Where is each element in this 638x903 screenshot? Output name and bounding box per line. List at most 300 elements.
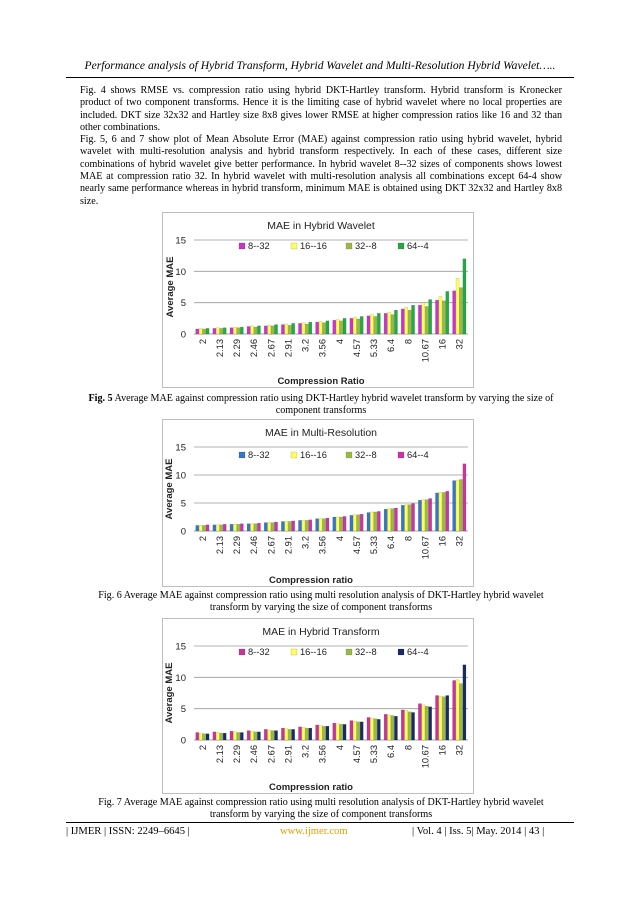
bar-64-4-3-2 [309, 520, 312, 531]
bar-64-4-6-4 [394, 310, 397, 334]
bar-8-32-16 [435, 493, 438, 531]
bar-16-16-2-91 [285, 521, 288, 531]
legend-label: 16--16 [300, 450, 327, 460]
bar-16-16-3-56 [319, 726, 322, 740]
bar-8-32-6-4 [384, 714, 387, 740]
x-tick-label: 2.46 [249, 745, 260, 764]
bar-16-16-4 [336, 320, 339, 334]
x-tick-label: 3.56 [317, 536, 328, 555]
x-tick-label: 4.57 [351, 536, 362, 555]
bar-64-4-3-56 [326, 726, 329, 740]
bar-32-8-10-67 [425, 500, 428, 531]
bar-32-8-6-4 [391, 716, 394, 740]
x-tick-label: 16 [437, 339, 448, 350]
bar-64-4-3-2 [309, 728, 312, 740]
bar-32-8-10-67 [425, 706, 428, 740]
bar-64-4-2-67 [274, 325, 277, 334]
x-tick-label: 2.13 [214, 339, 225, 358]
bar-32-8-32 [459, 684, 462, 740]
bar-64-4-4 [343, 318, 346, 334]
bar-16-16-3-56 [319, 321, 322, 334]
bar-8-32-3-56 [316, 725, 319, 740]
bar-16-16-16 [439, 492, 442, 531]
x-tick-label: 4 [334, 745, 345, 751]
bar-8-32-6-4 [384, 313, 387, 334]
bar-64-4-5-33 [377, 313, 380, 334]
bar-8-32-2-29 [230, 731, 233, 740]
bar-8-32-5-33 [367, 717, 370, 740]
x-tick-label: 2.13 [214, 536, 225, 555]
bar-64-4-4-57 [360, 722, 363, 740]
bar-8-32-2-29 [230, 524, 233, 531]
paragraph-fig4: Fig. 4 shows RMSE vs. compression ratio using hybrid DKT-Hartley transform. Hybrid transform is Kronecker product of two component transforms. Hence it is the limiting case of hybrid wavelet where no local properties are included. DKT size 32x32 and Hartley size 8x8 gives lower RMSE at higher compression ratios like 16 and 32 than other combinations. [80, 85, 562, 133]
bar-16-16-2-13 [216, 732, 219, 740]
x-tick-label: 2.13 [214, 745, 225, 764]
bar-8-32-8 [401, 309, 404, 334]
bar-64-4-2 [206, 525, 209, 531]
bar-64-4-16 [446, 696, 449, 740]
bar-64-4-3-2 [309, 322, 312, 334]
chart-title: MAE in Hybrid Wavelet [267, 220, 375, 232]
y-tick-label: 10 [175, 266, 186, 278]
bar-64-4-6-4 [394, 716, 397, 740]
bar-64-4-5-33 [377, 511, 380, 531]
x-tick-label: 2.91 [283, 745, 294, 764]
bar-32-8-5-33 [374, 316, 377, 334]
legend-label: 32--8 [355, 450, 377, 460]
bar-8-32-3-56 [316, 519, 319, 531]
x-tick-label: 2.67 [266, 536, 277, 555]
bar-16-16-5-33 [370, 512, 373, 531]
bar-16-16-6-4 [388, 715, 391, 740]
x-tick-label: 3.2 [300, 536, 311, 549]
y-axis-label: Average MAE [164, 458, 175, 520]
legend-label: 64--4 [407, 241, 429, 251]
legend-label: 8--32 [248, 450, 270, 460]
bar-32-8-2-67 [271, 523, 274, 531]
bar-64-4-2-13 [223, 524, 226, 531]
bar-32-8-6-4 [391, 315, 394, 334]
bar-16-16-16 [439, 696, 442, 740]
bar-32-8-2-91 [288, 521, 291, 531]
bar-32-8-2 [203, 734, 206, 740]
bar-32-8-2-46 [254, 732, 257, 740]
legend-swatch [346, 243, 352, 249]
running-header: Performance analysis of Hybrid Transform, Hybrid Wavelet and Multi-Resolution Hybrid Wavelet….. [84, 59, 556, 72]
bar-8-32-2 [196, 525, 199, 531]
caption-fig7-text: Fig. 7 Average MAE against compression ratio using multi resolution analysis of DKT-Hartley hybrid wavelet transform by varying the size of component transforms [98, 797, 544, 821]
bar-16-16-4 [336, 724, 339, 740]
bar-16-16-2-29 [233, 327, 236, 334]
caption-fig5 [80, 393, 562, 417]
bar-64-4-2-67 [274, 731, 277, 740]
bar-16-16-2-46 [251, 326, 254, 334]
x-tick-label: 2.29 [232, 339, 243, 358]
bar-64-4-4-57 [360, 514, 363, 531]
bar-8-32-8 [401, 505, 404, 531]
bar-32-8-16 [442, 492, 445, 531]
legend-label: 16--16 [300, 241, 327, 251]
legend-label: 64--4 [407, 450, 429, 460]
caption-fig5-label: Fig. 5 [88, 393, 113, 404]
x-tick-label: 32 [454, 745, 465, 756]
bar-64-4-2-29 [240, 327, 243, 334]
x-tick-label: 10.67 [420, 536, 431, 560]
caption-fig6-text: Fig. 6 Average MAE against compression ratio using multi resolution analysis of DKT-Hartley hybrid wavelet transform by varying the size of component transforms [98, 590, 544, 614]
bar-32-8-8 [408, 712, 411, 740]
bar-64-4-2-13 [223, 328, 226, 334]
bar-16-16-4-57 [353, 515, 356, 531]
bar-8-32-2-46 [247, 731, 250, 740]
x-tick-label: 5.33 [369, 745, 380, 764]
bar-16-16-32 [456, 278, 459, 334]
bar-8-32-32 [453, 291, 456, 334]
caption-fig7 [80, 797, 562, 821]
bar-32-8-2-91 [288, 325, 291, 334]
bar-8-32-6-4 [384, 509, 387, 531]
y-tick-label: 15 [175, 442, 186, 454]
bar-32-8-2-29 [237, 524, 240, 531]
x-tick-label: 8 [403, 536, 414, 542]
legend-label: 16--16 [300, 647, 327, 657]
bar-16-16-2 [199, 328, 202, 334]
legend-label: 32--8 [355, 647, 377, 657]
x-tick-label: 3.2 [300, 745, 311, 758]
legend-swatch [398, 452, 404, 458]
bar-8-32-4-57 [350, 515, 353, 531]
bar-32-8-3-56 [322, 323, 325, 334]
bar-8-32-5-33 [367, 513, 370, 531]
bar-32-8-2-29 [237, 328, 240, 334]
x-tick-label: 5.33 [369, 536, 380, 555]
legend-swatch [239, 452, 245, 458]
bar-8-32-2-67 [264, 523, 267, 531]
bar-16-16-3-56 [319, 519, 322, 531]
x-axis-label: Compression ratio [269, 782, 353, 793]
bar-64-4-2 [206, 328, 209, 334]
bar-16-16-6-4 [388, 509, 391, 531]
x-tick-label: 4 [334, 536, 345, 542]
x-tick-label: 2.67 [266, 745, 277, 764]
bar-64-4-6-4 [394, 508, 397, 531]
bar-8-32-10-67 [418, 305, 421, 334]
caption-fig6 [80, 590, 562, 614]
bar-16-16-2 [199, 525, 202, 531]
legend-label: 8--32 [248, 647, 270, 657]
bar-64-4-8 [411, 504, 414, 531]
bar-8-32-2 [196, 329, 199, 334]
bar-8-32-16 [435, 300, 438, 334]
x-tick-label: 3.56 [317, 339, 328, 358]
bar-64-4-2-46 [257, 732, 260, 740]
bar-16-16-32 [456, 680, 459, 740]
x-tick-label: 16 [437, 536, 448, 547]
bar-64-4-4 [343, 516, 346, 531]
bar-32-8-2-46 [254, 524, 257, 531]
y-axis-label: Average MAE [164, 662, 175, 724]
bar-64-4-2-91 [292, 323, 295, 334]
legend-swatch [398, 243, 404, 249]
x-tick-label: 6.4 [386, 536, 397, 549]
y-tick-label: 5 [180, 498, 186, 510]
bar-16-16-2-29 [233, 524, 236, 531]
bar-32-8-5-33 [374, 512, 377, 531]
x-tick-label: 8 [403, 339, 414, 345]
bar-8-32-2-13 [213, 732, 216, 740]
bar-8-32-3-2 [298, 727, 301, 740]
bar-8-32-4 [333, 320, 336, 334]
bar-32-8-2-67 [271, 326, 274, 334]
bar-64-4-2-67 [274, 522, 277, 531]
x-tick-label: 8 [403, 745, 414, 751]
bar-8-32-2-46 [247, 524, 250, 531]
bar-32-8-4 [340, 321, 343, 334]
bar-8-32-16 [435, 696, 438, 740]
header-rule [66, 77, 574, 78]
x-tick-label: 2.91 [283, 339, 294, 358]
bar-16-16-3-2 [302, 727, 305, 740]
bar-64-4-4-57 [360, 316, 363, 334]
x-axis-label: Compression Ratio [277, 376, 365, 387]
bar-8-32-10-67 [418, 500, 421, 531]
bar-16-16-2-67 [268, 325, 271, 334]
paragraph-fig567: Fig. 5, 6 and 7 show plot of Mean Absolute Error (MAE) against compression ratio using hybrid wavelet, hybrid wavelet with multi-resolution analysis and hybrid transform respectively. In each of these cases, different size combinations of hybrid wavelet give better performance. In hybrid wavelet 8--32 sizes of components shows lowest MAE at compression ratio 32. In hybrid wavelet with multi-resolution analysis all combinations except 64-4 show nearly same performance whereas in hybrid transform, minimum MAE is obtained using DKT 32x32 and Hartley 8x8 size. [80, 134, 562, 207]
bar-64-4-16 [446, 291, 449, 334]
bar-64-4-2-46 [257, 326, 260, 334]
bar-64-4-8 [411, 305, 414, 334]
bar-32-8-32 [459, 288, 462, 334]
bar-32-8-32 [459, 479, 462, 531]
bar-16-16-5-33 [370, 718, 373, 740]
bar-8-32-4 [333, 517, 336, 531]
bar-8-32-2-29 [230, 328, 233, 334]
bar-32-8-4 [340, 517, 343, 531]
x-tick-label: 4.57 [351, 339, 362, 358]
bar-8-32-32 [453, 481, 456, 531]
x-tick-label: 2.67 [266, 339, 277, 358]
legend-label: 32--8 [355, 241, 377, 251]
bar-16-16-3-2 [302, 323, 305, 334]
bar-64-4-2-29 [240, 732, 243, 740]
bar-32-8-8 [408, 310, 411, 334]
bar-64-4-2-91 [292, 521, 295, 531]
footer-rule [66, 822, 574, 823]
bar-32-8-2-67 [271, 731, 274, 740]
bar-64-4-10-67 [429, 300, 432, 334]
bar-32-8-8 [408, 505, 411, 531]
bar-8-32-2-46 [247, 326, 250, 334]
bar-8-32-2-91 [281, 521, 284, 531]
chart-svg [162, 419, 474, 587]
bar-16-16-4 [336, 517, 339, 531]
x-tick-label: 6.4 [386, 339, 397, 352]
bar-16-16-10-67 [422, 705, 425, 740]
bar-8-32-3-2 [298, 323, 301, 334]
bar-16-16-8 [405, 307, 408, 334]
y-tick-label: 0 [180, 526, 186, 538]
legend-swatch [346, 452, 352, 458]
bar-16-16-16 [439, 296, 442, 334]
x-tick-label: 5.33 [369, 339, 380, 358]
bar-8-32-3-2 [298, 520, 301, 531]
x-tick-label: 4.57 [351, 745, 362, 764]
bar-16-16-2-13 [216, 525, 219, 531]
chart-hybrid-wavelet [162, 212, 474, 388]
bar-64-4-16 [446, 491, 449, 531]
bar-8-32-4-57 [350, 318, 353, 334]
bar-32-8-3-56 [322, 519, 325, 531]
bar-32-8-2-29 [237, 732, 240, 740]
bar-8-32-2 [196, 732, 199, 740]
bar-16-16-2-29 [233, 732, 236, 740]
chart-title: MAE in Hybrid Transform [262, 626, 380, 638]
y-tick-label: 10 [175, 672, 186, 684]
caption-fig5-text: Average MAE against compression ratio using DKT-Hartley hybrid wavelet transform by varying the size of component transforms [112, 393, 554, 417]
bar-16-16-8 [405, 505, 408, 531]
bar-32-8-3-2 [305, 728, 308, 740]
bar-64-4-32 [463, 464, 466, 531]
bar-16-16-3-2 [302, 520, 305, 531]
bar-64-4-32 [463, 259, 466, 334]
bar-8-32-3-56 [316, 322, 319, 334]
bar-32-8-3-56 [322, 726, 325, 740]
bar-16-16-2-46 [251, 731, 254, 740]
x-tick-label: 16 [437, 745, 448, 756]
bar-32-8-2 [203, 329, 206, 334]
body-text [80, 85, 562, 208]
legend-swatch [346, 649, 352, 655]
bar-32-8-4-57 [357, 319, 360, 334]
bar-16-16-2-67 [268, 730, 271, 740]
y-tick-label: 0 [180, 735, 186, 747]
x-tick-label: 2.29 [232, 536, 243, 555]
bar-8-32-32 [453, 680, 456, 740]
bar-64-4-3-56 [326, 321, 329, 334]
y-tick-label: 15 [175, 235, 186, 247]
bar-64-4-10-67 [429, 499, 432, 531]
legend-swatch [239, 243, 245, 249]
bar-16-16-2 [199, 733, 202, 740]
bar-32-8-2-91 [288, 729, 291, 740]
bar-8-32-2-67 [264, 729, 267, 740]
bar-8-32-4-57 [350, 721, 353, 740]
bar-32-8-16 [442, 301, 445, 334]
bar-8-32-2-13 [213, 328, 216, 334]
legend-swatch [398, 649, 404, 655]
bar-8-32-2-91 [281, 728, 284, 740]
x-tick-label: 2.91 [283, 536, 294, 555]
bar-32-8-3-2 [305, 520, 308, 531]
bar-64-4-3-56 [326, 518, 329, 531]
x-tick-label: 6.4 [386, 745, 397, 758]
y-tick-label: 15 [175, 641, 186, 653]
bar-32-8-5-33 [374, 719, 377, 740]
bar-64-4-2-29 [240, 524, 243, 531]
legend-label: 64--4 [407, 647, 429, 657]
bar-32-8-2 [203, 525, 206, 531]
y-tick-label: 10 [175, 470, 186, 482]
bar-16-16-4-57 [353, 721, 356, 740]
bar-16-16-2-91 [285, 324, 288, 334]
legend-swatch [291, 243, 297, 249]
bar-16-16-2-91 [285, 729, 288, 740]
bar-16-16-6-4 [388, 312, 391, 334]
x-tick-label: 4 [334, 339, 345, 345]
bar-32-8-2-13 [220, 733, 223, 740]
x-tick-label: 32 [454, 339, 465, 350]
y-tick-label: 5 [180, 298, 186, 310]
x-tick-label: 2.29 [232, 745, 243, 764]
bar-16-16-10-67 [422, 500, 425, 531]
bar-16-16-2-46 [251, 524, 254, 531]
footer-journal: | IJMER | ISSN: 2249–6645 | [66, 826, 190, 837]
chart-multi-resolution [162, 419, 474, 587]
bar-32-8-4-57 [357, 722, 360, 740]
bar-8-32-8 [401, 710, 404, 740]
bar-16-16-5-33 [370, 315, 373, 334]
bar-16-16-10-67 [422, 303, 425, 334]
bar-64-4-5-33 [377, 719, 380, 740]
y-tick-label: 5 [180, 704, 186, 716]
bar-8-32-4 [333, 723, 336, 740]
x-tick-label: 3.2 [300, 339, 311, 352]
legend-label: 8--32 [248, 241, 270, 251]
bar-8-32-5-33 [367, 316, 370, 334]
bar-32-8-10-67 [425, 306, 428, 334]
x-tick-label: 2 [197, 536, 208, 542]
bar-16-16-4-57 [353, 317, 356, 334]
x-tick-label: 3.56 [317, 745, 328, 764]
bar-64-4-2 [206, 734, 209, 740]
bar-32-8-4-57 [357, 515, 360, 531]
x-tick-label: 2.46 [249, 536, 260, 555]
bar-64-4-2-91 [292, 729, 295, 740]
bar-16-16-32 [456, 480, 459, 531]
bar-32-8-16 [442, 697, 445, 740]
legend-swatch [291, 452, 297, 458]
x-tick-label: 2.46 [249, 339, 260, 358]
y-tick-label: 0 [180, 329, 186, 341]
bar-16-16-8 [405, 711, 408, 740]
bar-32-8-4 [340, 724, 343, 740]
chart-title: MAE in Multi-Resolution [264, 427, 378, 439]
bar-8-32-2-91 [281, 325, 284, 334]
bar-64-4-2-13 [223, 733, 226, 740]
x-tick-label: 32 [454, 536, 465, 547]
chart-svg [162, 212, 474, 388]
footer-issue-info: | Vol. 4 | Iss. 5| May. 2014 | 43 | [412, 826, 545, 837]
y-axis-label: Average MAE [165, 256, 176, 318]
legend-swatch [291, 649, 297, 655]
bar-64-4-10-67 [429, 707, 432, 740]
x-tick-label: 10.67 [420, 745, 431, 769]
legend-swatch [239, 649, 245, 655]
x-tick-label: 2 [197, 339, 208, 345]
bar-64-4-32 [463, 665, 466, 740]
bar-8-32-2-13 [213, 525, 216, 531]
x-tick-label: 10.67 [420, 339, 431, 363]
bar-32-8-2-13 [220, 525, 223, 531]
x-tick-label: 2 [197, 745, 208, 751]
bar-64-4-8 [411, 712, 414, 740]
bar-32-8-6-4 [391, 509, 394, 531]
chart-hybrid-transform [162, 618, 474, 794]
bar-32-8-2-46 [254, 327, 257, 334]
bar-32-8-3-2 [305, 324, 308, 334]
footer-website-link[interactable]: www.ijmer.com [280, 826, 348, 837]
x-axis-label: Compression ratio [269, 575, 353, 586]
bar-16-16-2-13 [216, 328, 219, 334]
